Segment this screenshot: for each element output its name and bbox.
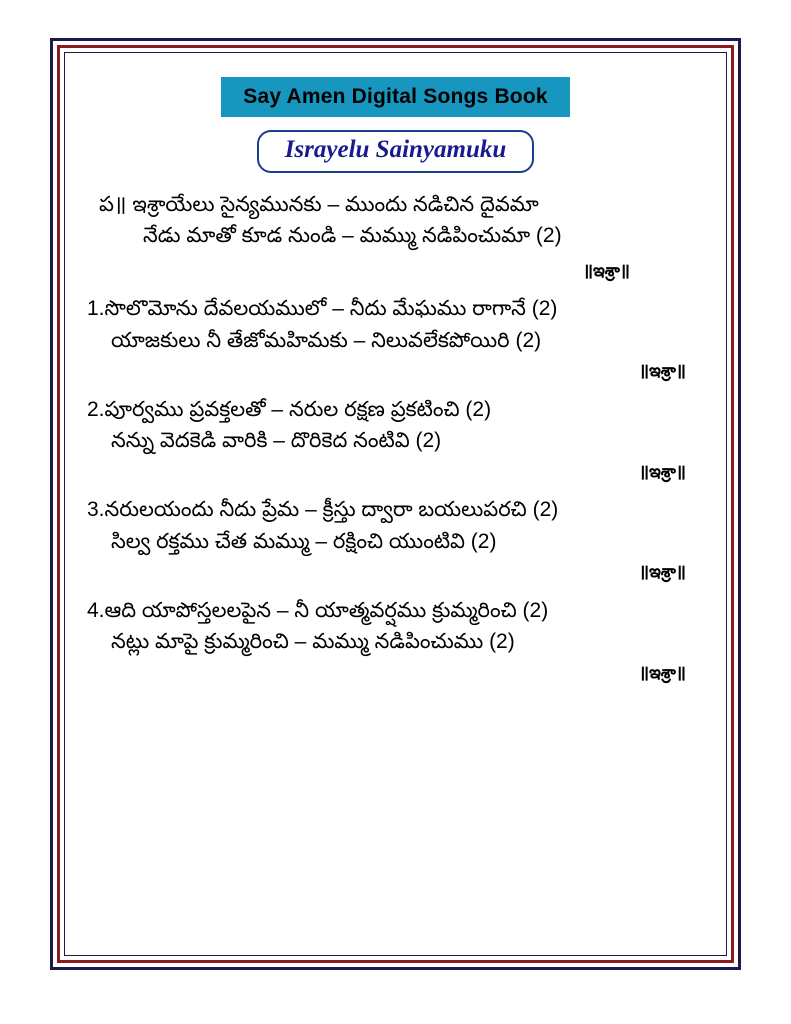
stanza-pallavi bbox=[87, 189, 704, 252]
app-title-banner: Say Amen Digital Songs Book bbox=[221, 77, 570, 117]
lyric-line bbox=[87, 595, 704, 627]
lyric-line: యాజకులు నీ తేజోమహిమకు – నిలువలేకపోయిరి (2) bbox=[111, 328, 542, 352]
lyric-line: నట్లు మాపై క్రుమ్మరించి – మమ్ము నడిపించుము (2) bbox=[111, 630, 515, 654]
refrain-marker: ॥ఇశ్రా॥ bbox=[582, 260, 630, 280]
lyric-line bbox=[87, 494, 704, 526]
refrain-marker: ॥ఇశ్రా॥ bbox=[638, 562, 686, 582]
lyric-line: నేడు మాతో కూడ నుండి – మమ్ము నడిపించుమా (2) bbox=[143, 224, 562, 248]
stanza-3 bbox=[87, 494, 704, 557]
lyric-text: సొలొమోను దేవలయములో – నీదు మేఘము రాగానే (2) bbox=[104, 297, 558, 321]
stanza-number: 4. bbox=[87, 598, 105, 622]
banner-container bbox=[87, 77, 704, 117]
lyric-text: నరులయందు నీదు ప్రేమ – క్రీస్తు ద్వారా బయలుపరచి (2) bbox=[104, 498, 559, 522]
refrain-marker: ॥ఇశ్రా॥ bbox=[638, 662, 686, 682]
lyrics-body bbox=[87, 189, 704, 686]
stanza-4 bbox=[87, 595, 704, 658]
lyric-text: పూర్వము ప్రవక్తలతో – నరుల రక్షణ ప్రకటించి (2) bbox=[104, 397, 492, 421]
lyric-line: సిల్వ రక్తము చేత మమ్ము – రక్షించి యుంటివి (2) bbox=[111, 529, 497, 553]
page-content bbox=[65, 53, 726, 955]
lyric-line bbox=[87, 394, 704, 426]
page-border-middle bbox=[57, 45, 734, 963]
lyric-line: ప॥ ఇశ్రాయేలు సైన్యమునకు – ముందు నడిచిన దైవమా bbox=[99, 192, 539, 216]
refrain-marker: ॥ఇశ్రా॥ bbox=[638, 461, 686, 481]
stanza-1 bbox=[87, 293, 704, 356]
lyric-line: నన్ను వెదకెడి వారికి – దొరికెద నంటివి (2) bbox=[111, 429, 442, 453]
song-title: Israyelu Sainyamuku bbox=[257, 130, 535, 173]
refrain-marker: ॥ఇశ్రా॥ bbox=[638, 361, 686, 381]
stanza-number: 2. bbox=[87, 397, 105, 421]
lyric-text: ఆది యాపోస్తలలపైన – నీ యాత్మవర్షము క్రుమ్మరించి (2) bbox=[104, 598, 549, 622]
song-title-container bbox=[87, 130, 704, 173]
page-border-inner bbox=[64, 52, 727, 956]
stanza-2 bbox=[87, 394, 704, 457]
stanza-number: 3. bbox=[87, 498, 105, 522]
page-border-outer bbox=[50, 38, 741, 970]
stanza-number: 1. bbox=[87, 297, 105, 321]
lyric-line bbox=[87, 293, 704, 325]
